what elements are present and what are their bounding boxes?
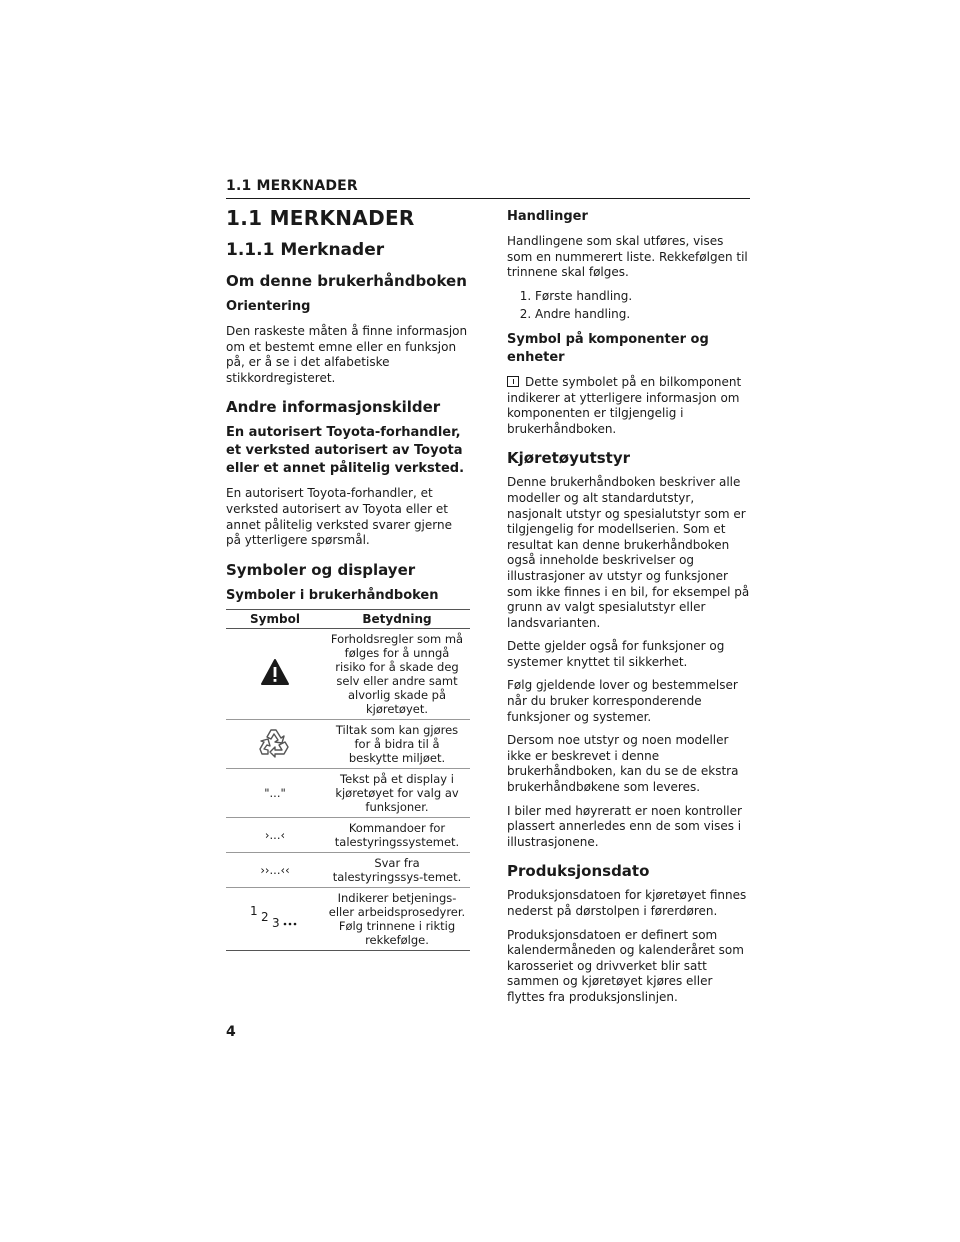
heading-andre-kilder: Andre informasjonskilder (226, 398, 441, 417)
paragraph-forhandler: En autorisert Toyota-forhandler, et verksted autorisert av Toyota eller et annet pålitelig verksted svarer gjerne på ytterligere spørsmål. (226, 486, 452, 548)
list-item: 1. Første handling. (535, 289, 751, 305)
subheading-forhandler: En autorisert Toyota-forhandler, et verksted autorisert av Toyota eller et annet pålitelig verksted. (226, 425, 465, 477)
right-column (507, 206, 751, 1014)
table-header-meaning: Betydning (324, 609, 470, 628)
svg-text:2: 2 (261, 910, 269, 925)
table-cell-meaning: Indikerer betjenings-eller arbeidsprosedyrer. Følg trinnene i riktig rekkefølge. (328, 890, 466, 947)
table-cell-meaning: Kommandoer for talestyringssystemet. (324, 817, 470, 852)
subheading-orientering: Orientering (226, 299, 311, 314)
heading-om-brukerhandboken: Om denne brukerhåndboken (226, 272, 467, 290)
heading-kjoretoyutstyr: Kjøretøyutstyr (507, 449, 631, 468)
paragraph-utstyr-5: I biler med høyreratt er noen kontroller plassert annerledes enn de som vises i illustrasjonene. (507, 803, 742, 849)
paragraph-utstyr-4: Dersom noe utstyr og noen modeller ikke er beskrevet i denne brukerhåndboken, kan du se de ekstra brukerhåndbøkene som leveres. (507, 733, 739, 795)
section-title: 1.1.1 Merknader (226, 240, 385, 260)
info-book-icon (507, 376, 519, 387)
paragraph-symbol-text: Dette symbolet på en bilkomponent indikerer at ytterligere informasjon om komponenten er tilgjengelig i brukerhåndboken. (507, 374, 742, 436)
steps-icon (247, 904, 303, 930)
page-number: 4 (226, 1024, 236, 1040)
svg-text:1: 1 (250, 904, 258, 919)
recycle-icon (258, 725, 292, 759)
heading-symbol-komponenter: Symbol på komponenter og enheter (507, 331, 709, 365)
list-item: 2. Andre handling. (535, 307, 751, 323)
table-cell-meaning: Svar fra talestyringssys-temet. (324, 852, 470, 887)
steps-list (507, 289, 751, 323)
table-cell-meaning: Tekst på et display i kjøretøyet for valg av funksjoner. (324, 768, 470, 817)
table-header-symbol: Symbol (226, 609, 324, 628)
paragraph-utstyr-3: Følg gjeldende lover og bestemmelser når du bruker korresponderende funksjoner og systemer. (507, 678, 738, 724)
paragraph-utstyr-1: Denne brukerhåndboken beskriver alle modeller og alt standardutstyr, nasjonalt utstyr og spesialutstyr som er tilgjengelig for modellserien. Som et resultat kan denne brukerhåndboken også inneholde beskrivelser og illustrasjoner av utstyr og funksjoner som ikke finnes i en bil, for eksempel på grunn av valgt spesialutstyr eller landsvarianten. (507, 475, 750, 630)
paragraph-symbol-komponenter (507, 375, 751, 437)
paragraph-produksjonsdato-1: Produksjonsdatoen for kjøretøyet finnes nederst på dørstolpen i førerdøren. (507, 888, 747, 918)
table-cell-symbol: ››...‹‹ (226, 852, 324, 887)
table-row (226, 887, 470, 950)
warning-triangle-icon (260, 658, 290, 686)
table-row (226, 628, 470, 719)
paragraph-handlinger: Handlingene som skal utføres, vises som en nummerert liste. Rekkefølgen til trinnene skal følges. (507, 234, 748, 280)
heading-handlinger: Handlinger (507, 209, 588, 224)
table-row (226, 817, 470, 852)
heading-produksjonsdato: Produksjonsdato (507, 862, 650, 881)
heading-symboler-displayer: Symboler og displayer (226, 560, 416, 579)
table-cell-meaning: Tiltak som kan gjøres for å bidra til å beskytte miljøet. (324, 719, 470, 768)
symbol-table (226, 609, 470, 951)
chapter-title: 1.1 MERKNADER (226, 206, 415, 230)
paragraph-orientering: Den raskeste måten å finne informasjon om et bestemt emne eller en funksjon på, er å se i det alfabetiske stikkordregisteret. (226, 324, 468, 385)
paragraph-produksjonsdato-2: Produksjonsdatoen er definert som kalendermåneden og kalenderåret som karosseriet og drivverket blir satt sammen og kjøretøyet kjøres eller flyttes fra produksjonslinjen. (507, 927, 744, 1004)
table-row (226, 719, 470, 768)
svg-text:3: 3 (272, 916, 280, 931)
running-header: 1.1 MERKNADER (226, 178, 750, 199)
table-cell-meaning: Forholdsregler som må følges for å unngå risiko for å skade deg selv eller andre samt alvorlig skade på kjøretøyet. (324, 628, 470, 719)
table-cell-symbol: ›...‹ (226, 817, 324, 852)
table-row (226, 852, 470, 887)
left-column (226, 206, 470, 951)
table-row (226, 768, 470, 817)
table-cell-symbol: "..." (226, 768, 324, 817)
paragraph-utstyr-2: Dette gjelder også for funksjoner og systemer knyttet til sikkerhet. (507, 639, 725, 669)
subheading-symboler: Symboler i brukerhåndboken (226, 587, 439, 603)
